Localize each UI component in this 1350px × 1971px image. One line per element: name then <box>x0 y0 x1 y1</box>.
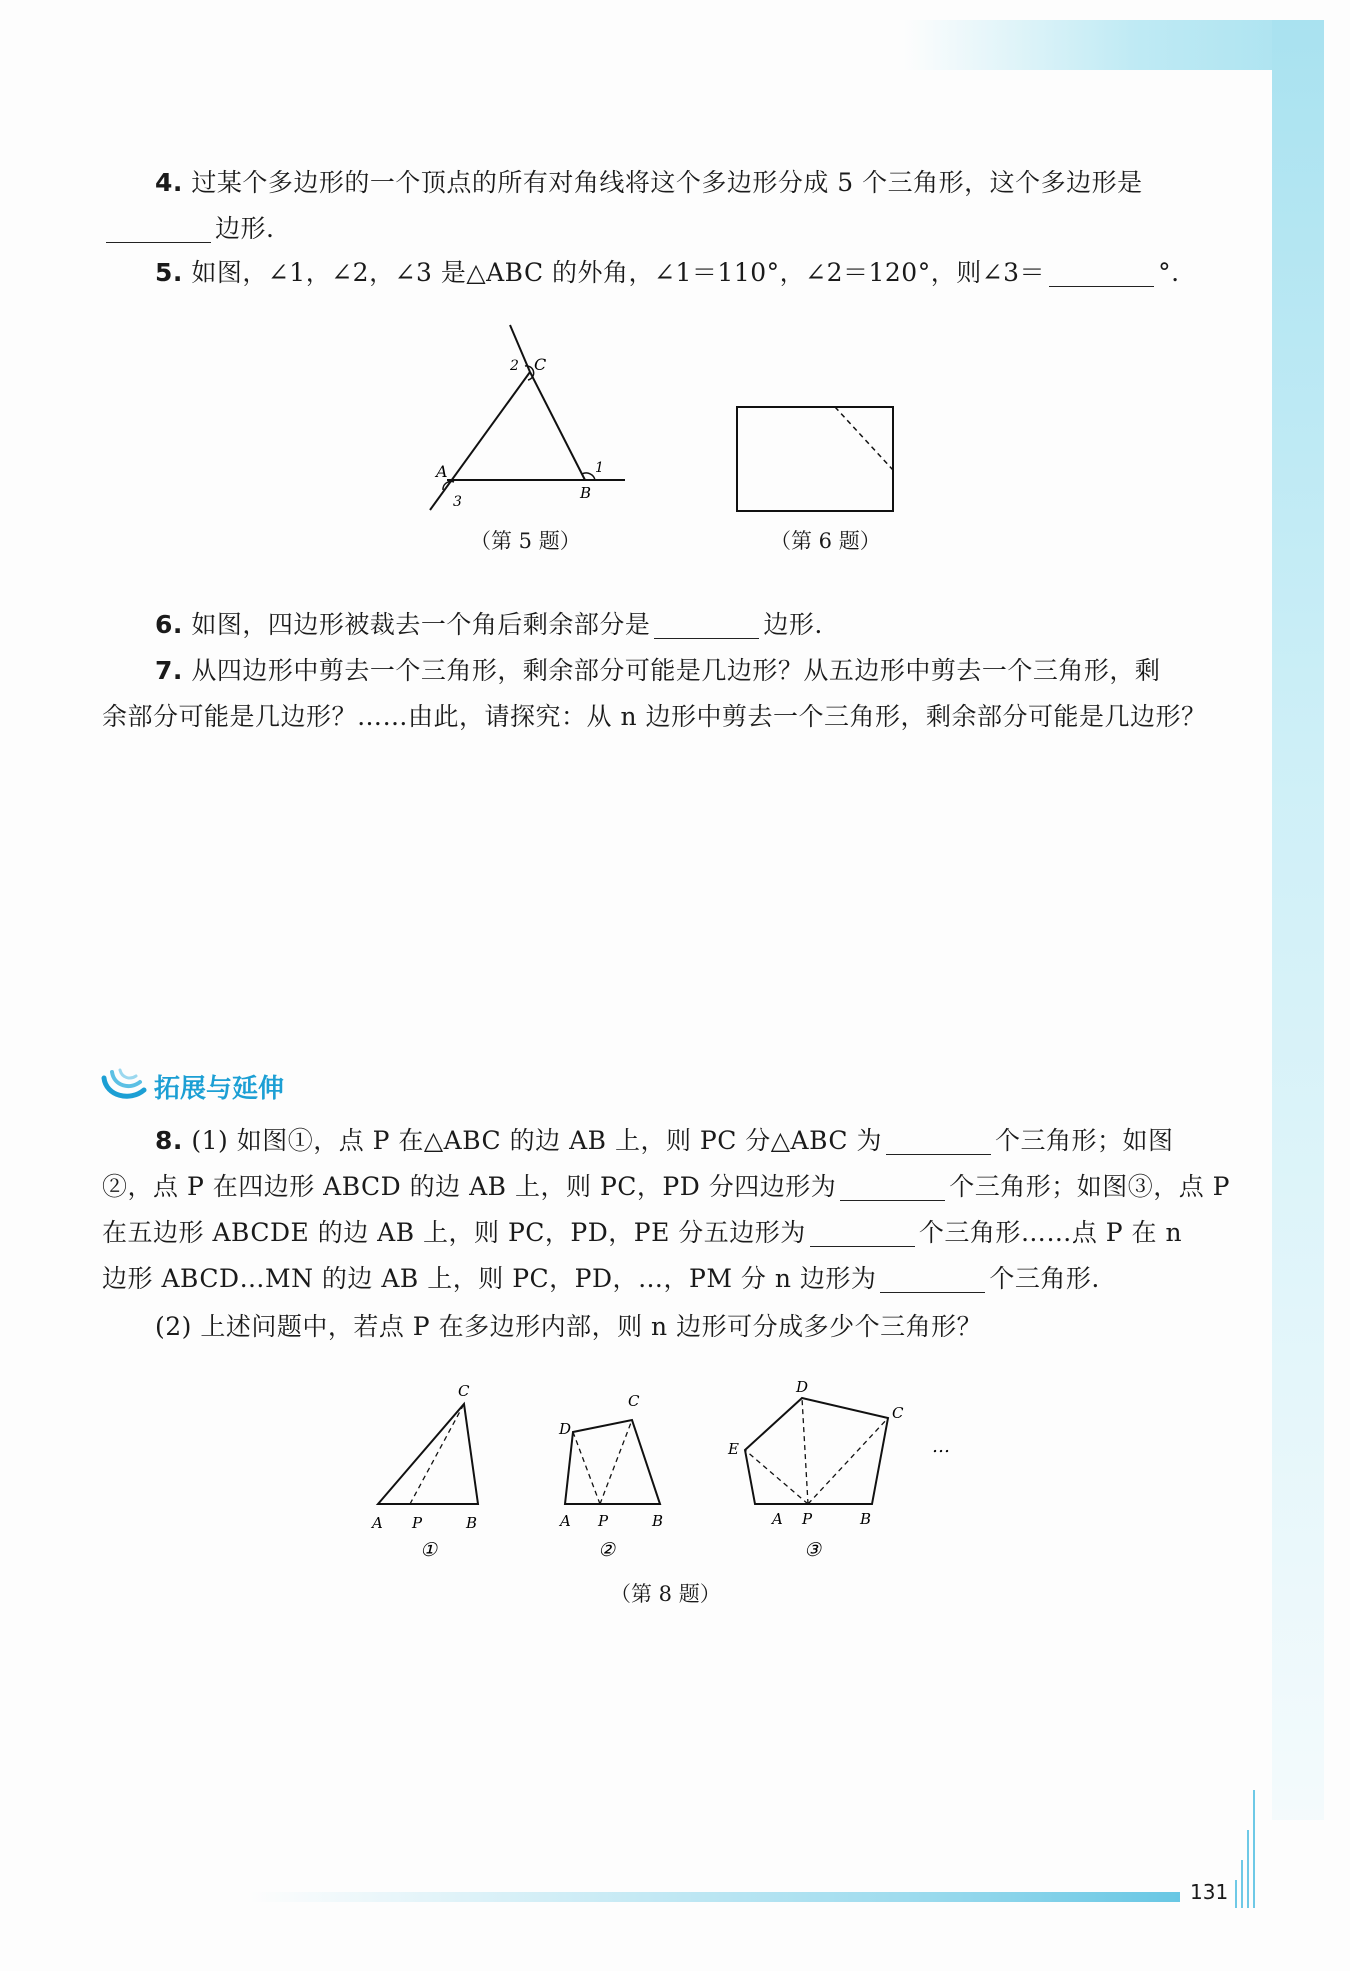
figure-8-quadrilateral <box>558 1392 663 1561</box>
cut-line <box>835 407 893 470</box>
figure-8-triangle <box>370 1382 478 1561</box>
question-8-line2 <box>102 1164 1230 1210</box>
page-number: 131 <box>1190 1880 1229 1904</box>
fig8-2-label-a: A <box>560 1512 571 1530</box>
label-c: C <box>534 355 547 374</box>
fig8-2-label-c: C <box>628 1392 640 1410</box>
question-8-line1 <box>155 1118 1174 1164</box>
question-8-part2: (2) 上述问题中，若点 P 在多边形内部，则 n 边形可分成多少个三角形？ <box>155 1312 983 1341</box>
figure-5-triangle <box>410 320 640 520</box>
question-8-text-2b: 个三角形；如图③，点 P <box>949 1172 1230 1201</box>
fig8-3-label-a: A <box>772 1510 783 1528</box>
fig8-3-label-p: P <box>802 1510 813 1528</box>
fig8-3-label-d: D <box>796 1378 809 1396</box>
fig8-3-label-e: E <box>728 1440 739 1458</box>
question-8-number: 8. <box>155 1126 183 1155</box>
question-8-text-1a: (1) 如图①，点 P 在△ABC 的边 AB 上，则 PC 分△ABC 为 <box>191 1126 882 1155</box>
fig8-2-label-b: B <box>652 1512 664 1530</box>
figure-6-rectangle <box>730 400 900 520</box>
figure-8-caption: （第 8 题） <box>610 1582 721 1606</box>
fig8-sub-2: ② <box>598 1539 616 1561</box>
question-7-number: 7. <box>155 656 183 685</box>
question-7-text: 从四边形中剪去一个三角形，剩余部分可能是几边形？从五边形中剪去一个三角形，剩 <box>191 656 1161 685</box>
fig8-2-label-p: P <box>598 1512 609 1530</box>
question-6-tail: 边形. <box>763 610 823 639</box>
figure-6-caption: （第 6 题） <box>770 529 881 553</box>
fig8-1-label-b: B <box>466 1514 478 1532</box>
answer-blank-6[interactable] <box>654 608 759 639</box>
question-7-line1 <box>155 648 1160 694</box>
fig8-ellipsis: … <box>932 1436 950 1457</box>
question-5 <box>155 250 1180 296</box>
fig8-sub-1: ① <box>420 1539 438 1561</box>
question-8-text-2a: ②，点 P 在四边形 ABCD 的边 AB 上，则 PC，PD 分四边形为 <box>102 1172 837 1201</box>
label-a: A <box>436 462 448 481</box>
side-decoration <box>1272 20 1324 1820</box>
fig8-1-label-c: C <box>458 1382 470 1400</box>
question-8-line3 <box>102 1210 1182 1256</box>
label-angle-2: 2 <box>510 358 519 374</box>
question-6-text: 如图，四边形被裁去一个角后剩余部分是 <box>191 610 651 639</box>
rectangle-outline <box>737 407 893 511</box>
fig8-3-label-c: C <box>892 1404 904 1422</box>
fig8-1-label-a: A <box>372 1514 383 1532</box>
question-4-text: 过某个多边形的一个顶点的所有对角线将这个多边形分成 5 个三角形，这个多边形是 <box>191 168 1143 197</box>
question-7-line2: 余部分可能是几边形？……由此，请探究：从 n 边形中剪去一个三角形，剩余部分可能是几边形？ <box>102 702 1207 731</box>
question-8-line4 <box>102 1256 1100 1302</box>
question-5-text: 如图，∠1，∠2，∠3 是△ABC 的外角，∠1＝110°，∠2＝120°，则∠3＝ <box>191 258 1046 287</box>
fig8-3-label-b: B <box>860 1510 872 1528</box>
fig8-2-label-d: D <box>559 1420 572 1438</box>
label-angle-3: 3 <box>453 494 462 510</box>
fig8-1-label-p: P <box>412 1514 423 1532</box>
wave-logo-icon <box>100 1066 148 1106</box>
answer-blank-4[interactable] <box>106 212 211 243</box>
question-4-number: 4. <box>155 168 183 197</box>
corner-decoration <box>904 20 1324 70</box>
question-8-text-4a: 边形 ABCD…MN 的边 AB 上，则 PC，PD，…，PM 分 n 边形为 <box>102 1264 877 1293</box>
question-4-tail: 边形. <box>215 214 275 243</box>
answer-blank-8a[interactable] <box>886 1124 991 1155</box>
figure-5-caption: （第 5 题） <box>470 529 581 553</box>
question-6 <box>155 602 823 648</box>
question-5-tail: °. <box>1158 258 1180 287</box>
answer-blank-8b[interactable] <box>840 1170 945 1201</box>
question-8-text-4b: 个三角形. <box>989 1264 1100 1293</box>
section-title: 拓展与延伸 <box>154 1073 285 1104</box>
footer-bar <box>250 1892 1180 1902</box>
question-8-text-1b: 个三角形；如图 <box>994 1126 1174 1155</box>
answer-blank-5[interactable] <box>1049 256 1154 287</box>
answer-blank-8c[interactable] <box>810 1216 915 1247</box>
question-8-text-3b: 个三角形……点 P 在 n <box>918 1218 1183 1247</box>
figure-8-pentagon <box>727 1378 904 1561</box>
question-4-line2 <box>102 206 274 252</box>
question-5-number: 5. <box>155 258 183 287</box>
line-ac-extended <box>430 372 530 510</box>
section-header <box>100 1064 284 1108</box>
line-cb <box>530 372 585 480</box>
question-6-number: 6. <box>155 610 183 639</box>
fig8-sub-3: ③ <box>804 1539 822 1561</box>
answer-blank-8d[interactable] <box>880 1262 985 1293</box>
figure-8-polygons <box>360 1370 980 1570</box>
label-angle-1: 1 <box>595 460 604 476</box>
question-8-text-3a: 在五边形 ABCDE 的边 AB 上，则 PC，PD，PE 分五边形为 <box>102 1218 806 1247</box>
question-4-line1 <box>155 160 1143 206</box>
label-b: B <box>580 484 592 502</box>
footer-tick-decoration <box>1232 1780 1262 1910</box>
